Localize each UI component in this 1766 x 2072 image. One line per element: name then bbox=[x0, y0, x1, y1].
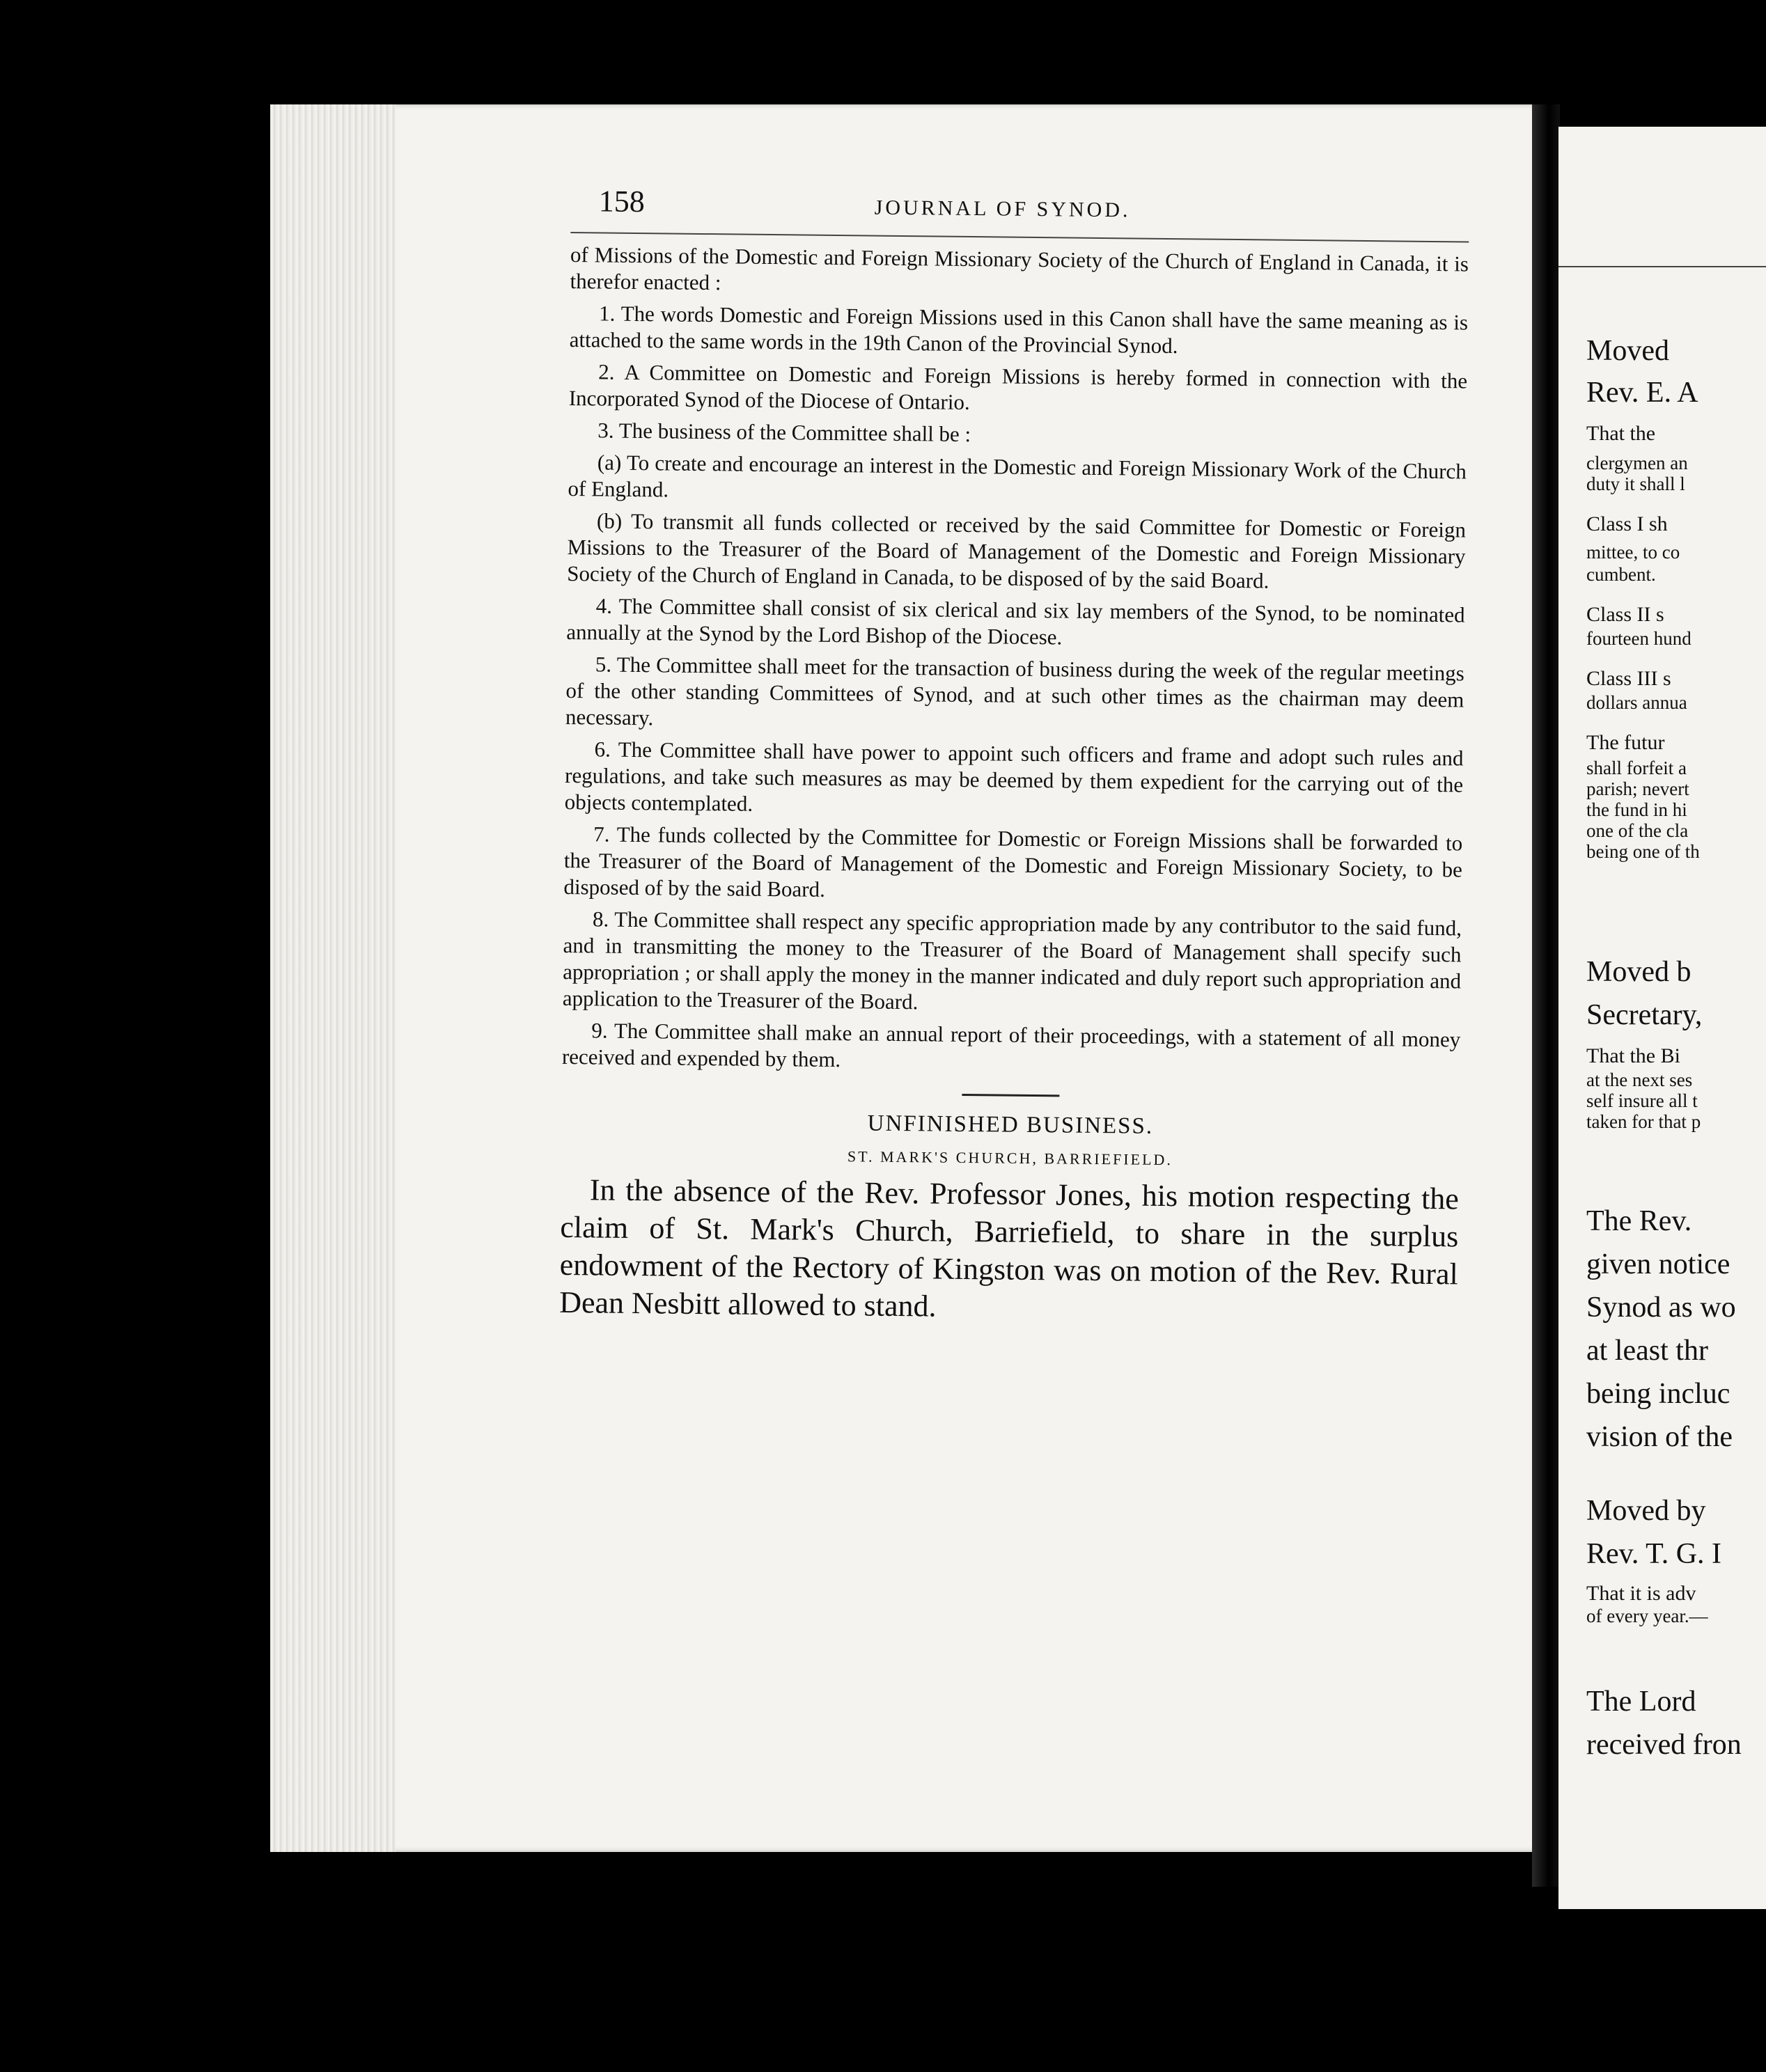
right-page-line: The Lord bbox=[1586, 1686, 1696, 1718]
clause-2: 2. A Committee on Domestic and Foreign Missions is hereby formed in connection with the Incorporated Synod of the Diocese of Ontario. bbox=[568, 359, 1468, 415]
head-rule bbox=[570, 232, 1469, 243]
clause-8: 8. The Committee shall respect any specific appropriation made by any contributor to the said fund, and in transmitting the money to the Treasurer of the Board of Management shall specify such appropriation ; or shall apply the money in the manner indicated and duly report such appropriation and application to the Treasurer of the Board. bbox=[562, 907, 1462, 1014]
left-page-content bbox=[558, 184, 1469, 1331]
right-page-line: Moved b bbox=[1586, 956, 1691, 988]
right-page-line: duty it shall l bbox=[1586, 473, 1685, 494]
page-number: 158 bbox=[598, 184, 646, 219]
right-page-line: Moved bbox=[1586, 335, 1669, 367]
clause-7: 7. The funds collected by the Committee for Domestic or Foreign Missions shall be forwarded to the Treasurer of the Board of Management of the Domestic and Foreign Missionary Society, to be disposed of by the said Board. bbox=[563, 822, 1463, 902]
right-page-line: given notice bbox=[1586, 1248, 1730, 1280]
clause-1: 1. The words Domestic and Foreign Missions used in this Canon shall have the same meaning as is attached to the same words in the 19th Canon of the Provincial Synod. bbox=[569, 301, 1469, 359]
clause-3a: (a) To create and encourage an interest in the Domestic and Foreign Missionary Work of the Church of England. bbox=[568, 450, 1467, 502]
right-page-line: Class I sh bbox=[1586, 512, 1668, 535]
clause-4: 4. The Committee shall consist of six clerical and six lay members of the Synod, to be nominated annually at the Synod by the Lord Bishop of the Diocese. bbox=[566, 593, 1465, 650]
sub-heading: ST. MARK'S CHURCH, BARRIEFIELD. bbox=[847, 1147, 1173, 1169]
right-page-line: The Rev. bbox=[1586, 1205, 1692, 1237]
clause-9: 9. The Committee shall make an annual report of their proceedings, with a statement of all money received and expended by them. bbox=[561, 1018, 1461, 1072]
right-page-line: fourteen hund bbox=[1586, 628, 1691, 649]
right-page-line: cumbent. bbox=[1586, 564, 1656, 585]
right-page-line: That it is adv bbox=[1586, 1582, 1696, 1605]
right-page-line: Synod as wo bbox=[1586, 1292, 1736, 1324]
right-page-line: shall forfeit a bbox=[1586, 758, 1687, 778]
right-page-line: one of the cla bbox=[1586, 820, 1689, 841]
right-page-line: That the bbox=[1586, 422, 1656, 445]
right-page-line: dollars annua bbox=[1586, 692, 1687, 713]
right-page-head-rule bbox=[1558, 266, 1766, 267]
section-heading: UNFINISHED BUSINESS. bbox=[867, 1110, 1154, 1139]
right-page-line: mittee, to co bbox=[1586, 542, 1680, 563]
clause-6: 6. The Committee shall have power to appoint such officers and frame and adopt such rules and regulations, and take such measures as may be deemed by them expedient for the carrying out of the objects contemplated. bbox=[564, 737, 1464, 816]
right-page-line: vision of the bbox=[1586, 1421, 1733, 1453]
right-page-line: That the Bi bbox=[1586, 1044, 1680, 1067]
right-page-line: Moved by bbox=[1586, 1495, 1706, 1527]
right-page-line: The futur bbox=[1586, 731, 1665, 754]
right-page-line: of every year.— bbox=[1586, 1606, 1708, 1626]
final-paragraph: In the absence of the Rev. Professor Jones, his motion respecting the claim of St. Mark's Church, Barriefield, to share in the surplus endowment of the Rectory of Kingston was on motion of the Rev. Rural Dean Nesbitt allowed to stand. bbox=[558, 1172, 1460, 1324]
right-page-line: being incluc bbox=[1586, 1378, 1730, 1410]
right-page-line: taken for that p bbox=[1586, 1111, 1701, 1132]
intro-paragraph: of Missions of the Domestic and Foreign Missionary Society of the Church of England in Canada, it is therefor enacted : bbox=[570, 242, 1469, 295]
right-page-line: Class II s bbox=[1586, 603, 1664, 626]
page-edges bbox=[270, 104, 396, 1852]
section-divider bbox=[962, 1094, 1059, 1097]
right-page-line: parish; nevert bbox=[1586, 778, 1689, 799]
clause-3: 3. The business of the Committee shall be : bbox=[597, 418, 971, 447]
book-gutter bbox=[1532, 104, 1560, 1887]
right-page-line: clergymen an bbox=[1586, 453, 1688, 473]
journal-title: JOURNAL OF SYNOD. bbox=[874, 196, 1131, 222]
clause-3b: (b) To transmit all funds collected or received by the said Committee for Domestic or Foreign Missions to the Treasurer of the Board of Management of the Domestic and Foreign Missionary Society of the Church of England in Canada, to be disposed of by the said Board. bbox=[567, 508, 1467, 593]
right-page bbox=[1558, 127, 1766, 1909]
right-page-line: Secretary, bbox=[1586, 999, 1703, 1031]
right-page-line: Rev. E. A bbox=[1586, 377, 1698, 409]
right-page-line: the fund in hi bbox=[1586, 799, 1687, 820]
right-page-line: received fron bbox=[1586, 1729, 1742, 1761]
right-page-line: being one of th bbox=[1586, 841, 1700, 862]
right-page-line: Class III s bbox=[1586, 667, 1671, 690]
right-page-line: at the next ses bbox=[1586, 1069, 1693, 1090]
right-page-line: self insure all t bbox=[1586, 1090, 1698, 1111]
right-page-line: Rev. T. G. I bbox=[1586, 1538, 1722, 1570]
right-page-line: at least thr bbox=[1586, 1335, 1708, 1367]
clause-5: 5. The Committee shall meet for the transaction of business during the week of the regular meetings of the other standing Committees of Synod, and at such other times as the chairman may deem necessary. bbox=[565, 652, 1464, 730]
